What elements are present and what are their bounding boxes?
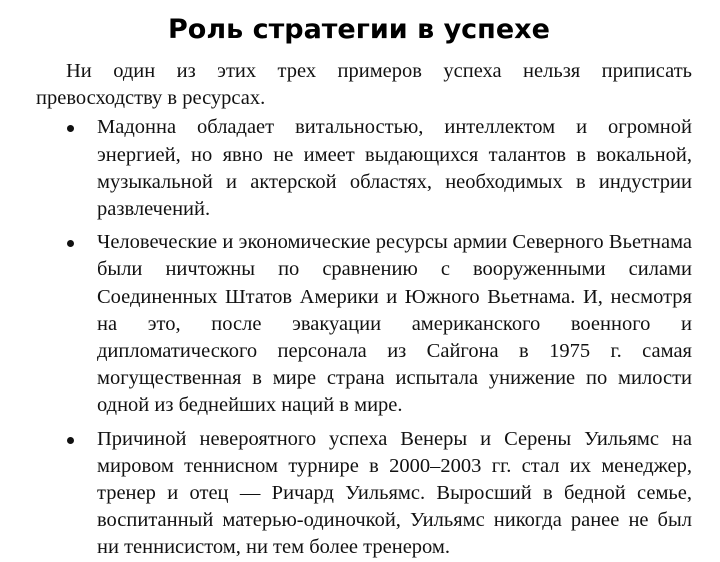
scanned-text-block [36, 58, 692, 562]
intro-paragraph: Ни один из этих трех примеров успеха нельзя приписать превосходству в ресурсах. [36, 60, 692, 110]
bullet-marker-icon [67, 125, 74, 132]
bullet-text: Причиной невероятного успеха Венеры и Серены Уильямс на мировом теннисном турнире в 2000–2003 гг. стал их менеджер, тренер и отец — Ричард Уильямс. Выросший в бедной семье, воспитанный матерью-одиночкой, Уильямс никогда ранее не был ни теннисистом, ни тем более тренером. [97, 427, 692, 559]
bullet-marker-icon [67, 437, 74, 444]
bullet-text: Человеческие и экономические ресурсы армии Северного Вьетнама были ничтожны по сравнению с вооруженными силами Соединенных Штатов Америки и Южного Вьетнама. И, несмотря на это, после эвакуации американского военного и дипломатического персонала из Сайгона в 1975 г. самая могущественная в мире страна испытала унижение по милости одной из беднейших наций в мире. [97, 231, 692, 417]
bullet-item-williams [36, 426, 692, 562]
bullet-text: Мадонна обладает витальностью, интеллектом и огромной энергией, но явно не имеет выдающихся талантов в вокальной, музыкальной и актерской областях, необходимых в индустрии развлечений. [97, 116, 692, 221]
bullet-item-madonna [36, 114, 692, 223]
bullet-item-vietnam [36, 229, 692, 419]
slide-title: Роль стратегии в успехе [168, 14, 550, 45]
bullet-list [36, 114, 692, 561]
bullet-marker-icon [67, 240, 74, 247]
